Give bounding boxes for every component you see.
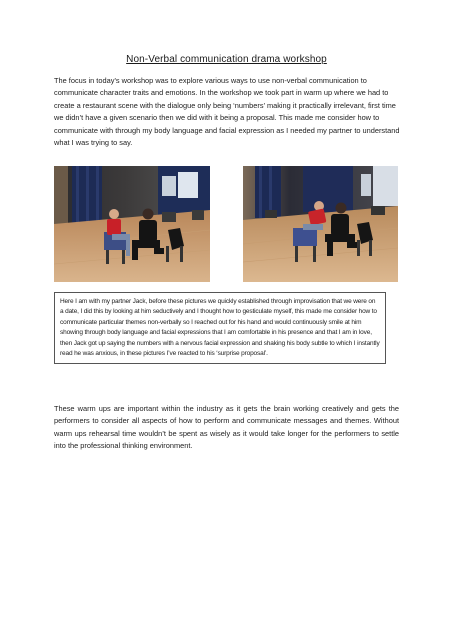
photo-left-image: [54, 166, 210, 282]
workshop-photo-right: [243, 166, 398, 282]
photo-caption-box: Here I am with my partner Jack, before these pictures we quickly established through improvisation that we were on a date, I did this by looking at him seductively and I thought how to gesticulate myself, this made me consider how to communicate particular themes non-verbally so I reached out for his hand and would continuously smile at him showing through body language and facial expressions that I am comfortable in his presence and that I am in love, then Jack got up saying the numbers with a nervous facial expression and shaking his body subtle to which I instantly read he was anxious, in these pictures I’ve reacted to his ‘surprise proposal’.: [54, 292, 386, 364]
closing-paragraph: These warm ups are important within the industry as it gets the brain working creatively and gets the performers to consider all aspects of how to perform and communicate messages and themes. Without warm ups rehearsal time wouldn’t be spent as wisely as it would take longer for the performers to settle into the professional thinking environment.: [54, 404, 399, 451]
photo-right-image: [243, 166, 398, 282]
workshop-photo-left: [54, 166, 210, 282]
intro-paragraph: The focus in today’s workshop was to explore various ways to use non-verbal communication to communicate character traits and emotions. In the workshop we took part in warm up where we had to create a restaurant scene with the dialogue only being ‘numbers’ making it practically irrelevant, first time we didn’t have a given scenario then we did with it being a proposal. This made me consider how to communicate with through my body language and facial expression as I needed my partner to understand what I was trying to say.: [54, 76, 400, 148]
page-title: Non-Verbal communication drama workshop: [126, 54, 327, 65]
